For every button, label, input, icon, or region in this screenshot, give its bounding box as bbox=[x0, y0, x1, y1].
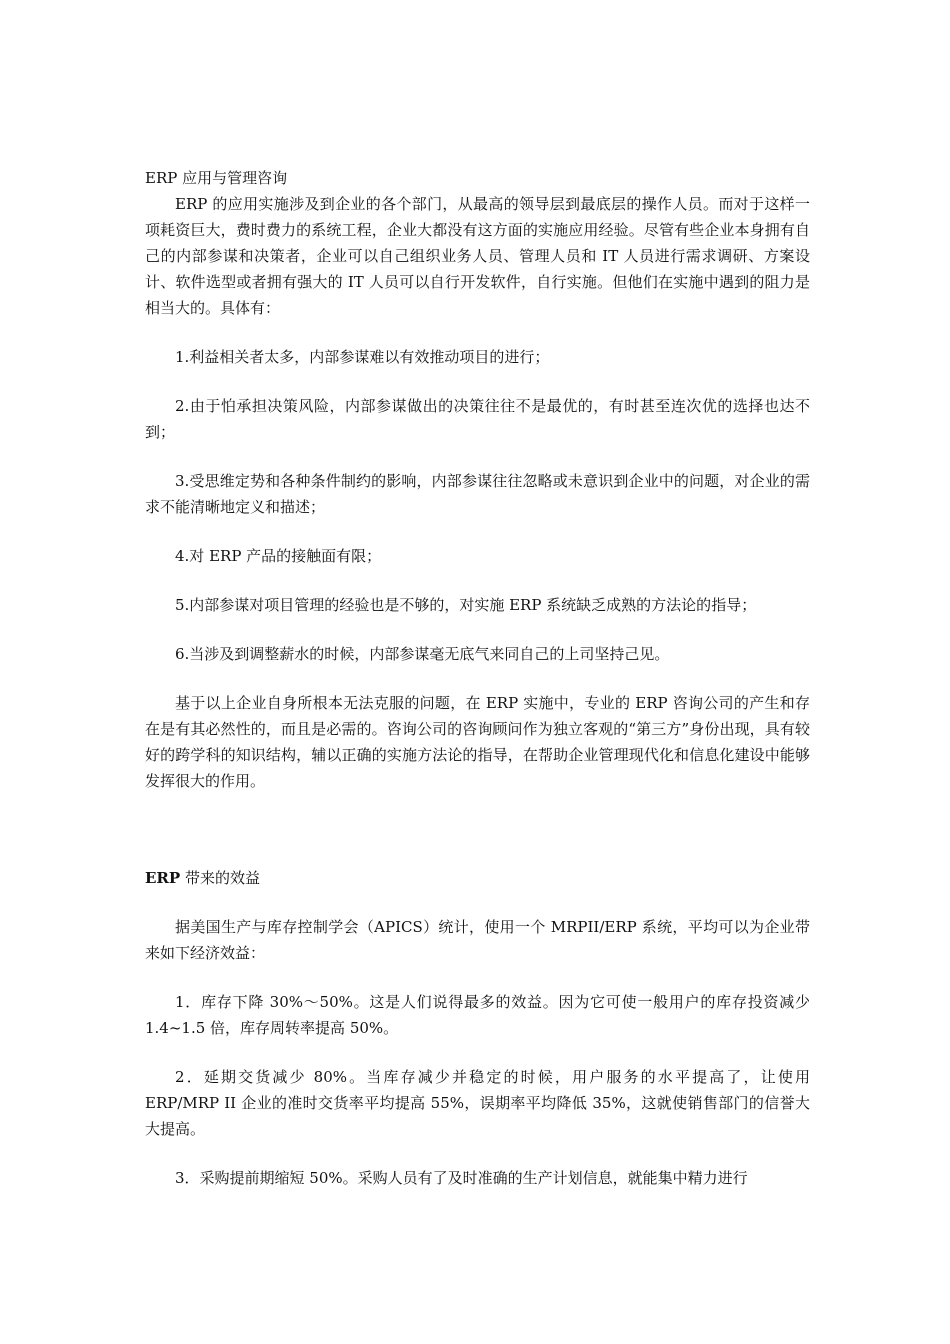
paragraph-conclusion: 基于以上企业自身所根本无法克服的问题，在 ERP 实施中，专业的 ERP 咨询公司的产生和存在是有其必然性的，而且是必需的。咨询公司的咨询顾问作为独立客观的“第三方”身份出现，具有较好的跨学科的知识结构，辅以正确的实施方法论的指导，在帮助企业管理现代化和信息化建设中能够发挥很大的作用。 bbox=[145, 694, 810, 790]
heading-bold-part: ERP bbox=[145, 869, 181, 887]
section-heading-erp-consulting: ERP 应用与管理咨询 bbox=[145, 169, 288, 187]
list-item: 2.由于怕承担决策风险，内部参谋做出的决策往往不是最优的，有时甚至连次优的选择也达不到； bbox=[145, 397, 810, 441]
list-item: 3．采购提前期缩短 50%。采购人员有了及时准确的生产计划信息，就能集中精力进行 bbox=[175, 1169, 748, 1187]
list-item: 6.当涉及到调整薪水的时候，内部参谋毫无底气来同自己的上司坚持己见。 bbox=[175, 645, 670, 663]
list-item: 2．延期交货减少 80%。当库存减少并稳定的时候，用户服务的水平提高了，让使用 ERP/MRP II 企业的准时交货率平均提高 55%，误期率平均降低 35%，这就使销售部门的信誉大大提高。 bbox=[145, 1068, 810, 1138]
list-item: 1.利益相关者太多，内部参谋难以有效推动项目的进行； bbox=[175, 348, 550, 366]
list-item: 3.受思维定势和各种条件制约的影响，内部参谋往往忽略或未意识到企业中的问题，对企业的需求不能清晰地定义和描述； bbox=[145, 472, 810, 516]
list-item: 4.对 ERP 产品的接触面有限； bbox=[175, 547, 382, 565]
section-heading-erp-benefits bbox=[145, 865, 810, 891]
document-body bbox=[145, 165, 810, 1191]
paragraph-benefits-intro: 据美国生产与库存控制学会（APICS）统计，使用一个 MRPII/ERP 系统，平均可以为企业带来如下经济效益： bbox=[145, 918, 810, 962]
list-item: 1．库存下降 30%～50%。这是人们说得最多的效益。因为它可使一般用户的库存投资减少 1.4~1.5 倍，库存周转率提高 50%。 bbox=[145, 993, 810, 1037]
heading-rest-part: 带来的效益 bbox=[180, 869, 260, 887]
list-item: 5.内部参谋对项目管理的经验也是不够的，对实施 ERP 系统缺乏成熟的方法论的指导； bbox=[175, 596, 757, 614]
paragraph-intro: ERP 的应用实施涉及到企业的各个部门，从最高的领导层到最底层的操作人员。而对于这样一项耗资巨大，费时费力的系统工程，企业大都没有这方面的实施应用经验。尽管有些企业本身拥有自己的内部参谋和决策者，企业可以自己组织业务人员、管理人员和 IT 人员进行需求调研、方案设计、软件选型或者拥有强大的 IT 人员可以自行开发软件，自行实施。但他们在实施中遇到的阻力是相当大的。具体有： bbox=[145, 195, 810, 317]
